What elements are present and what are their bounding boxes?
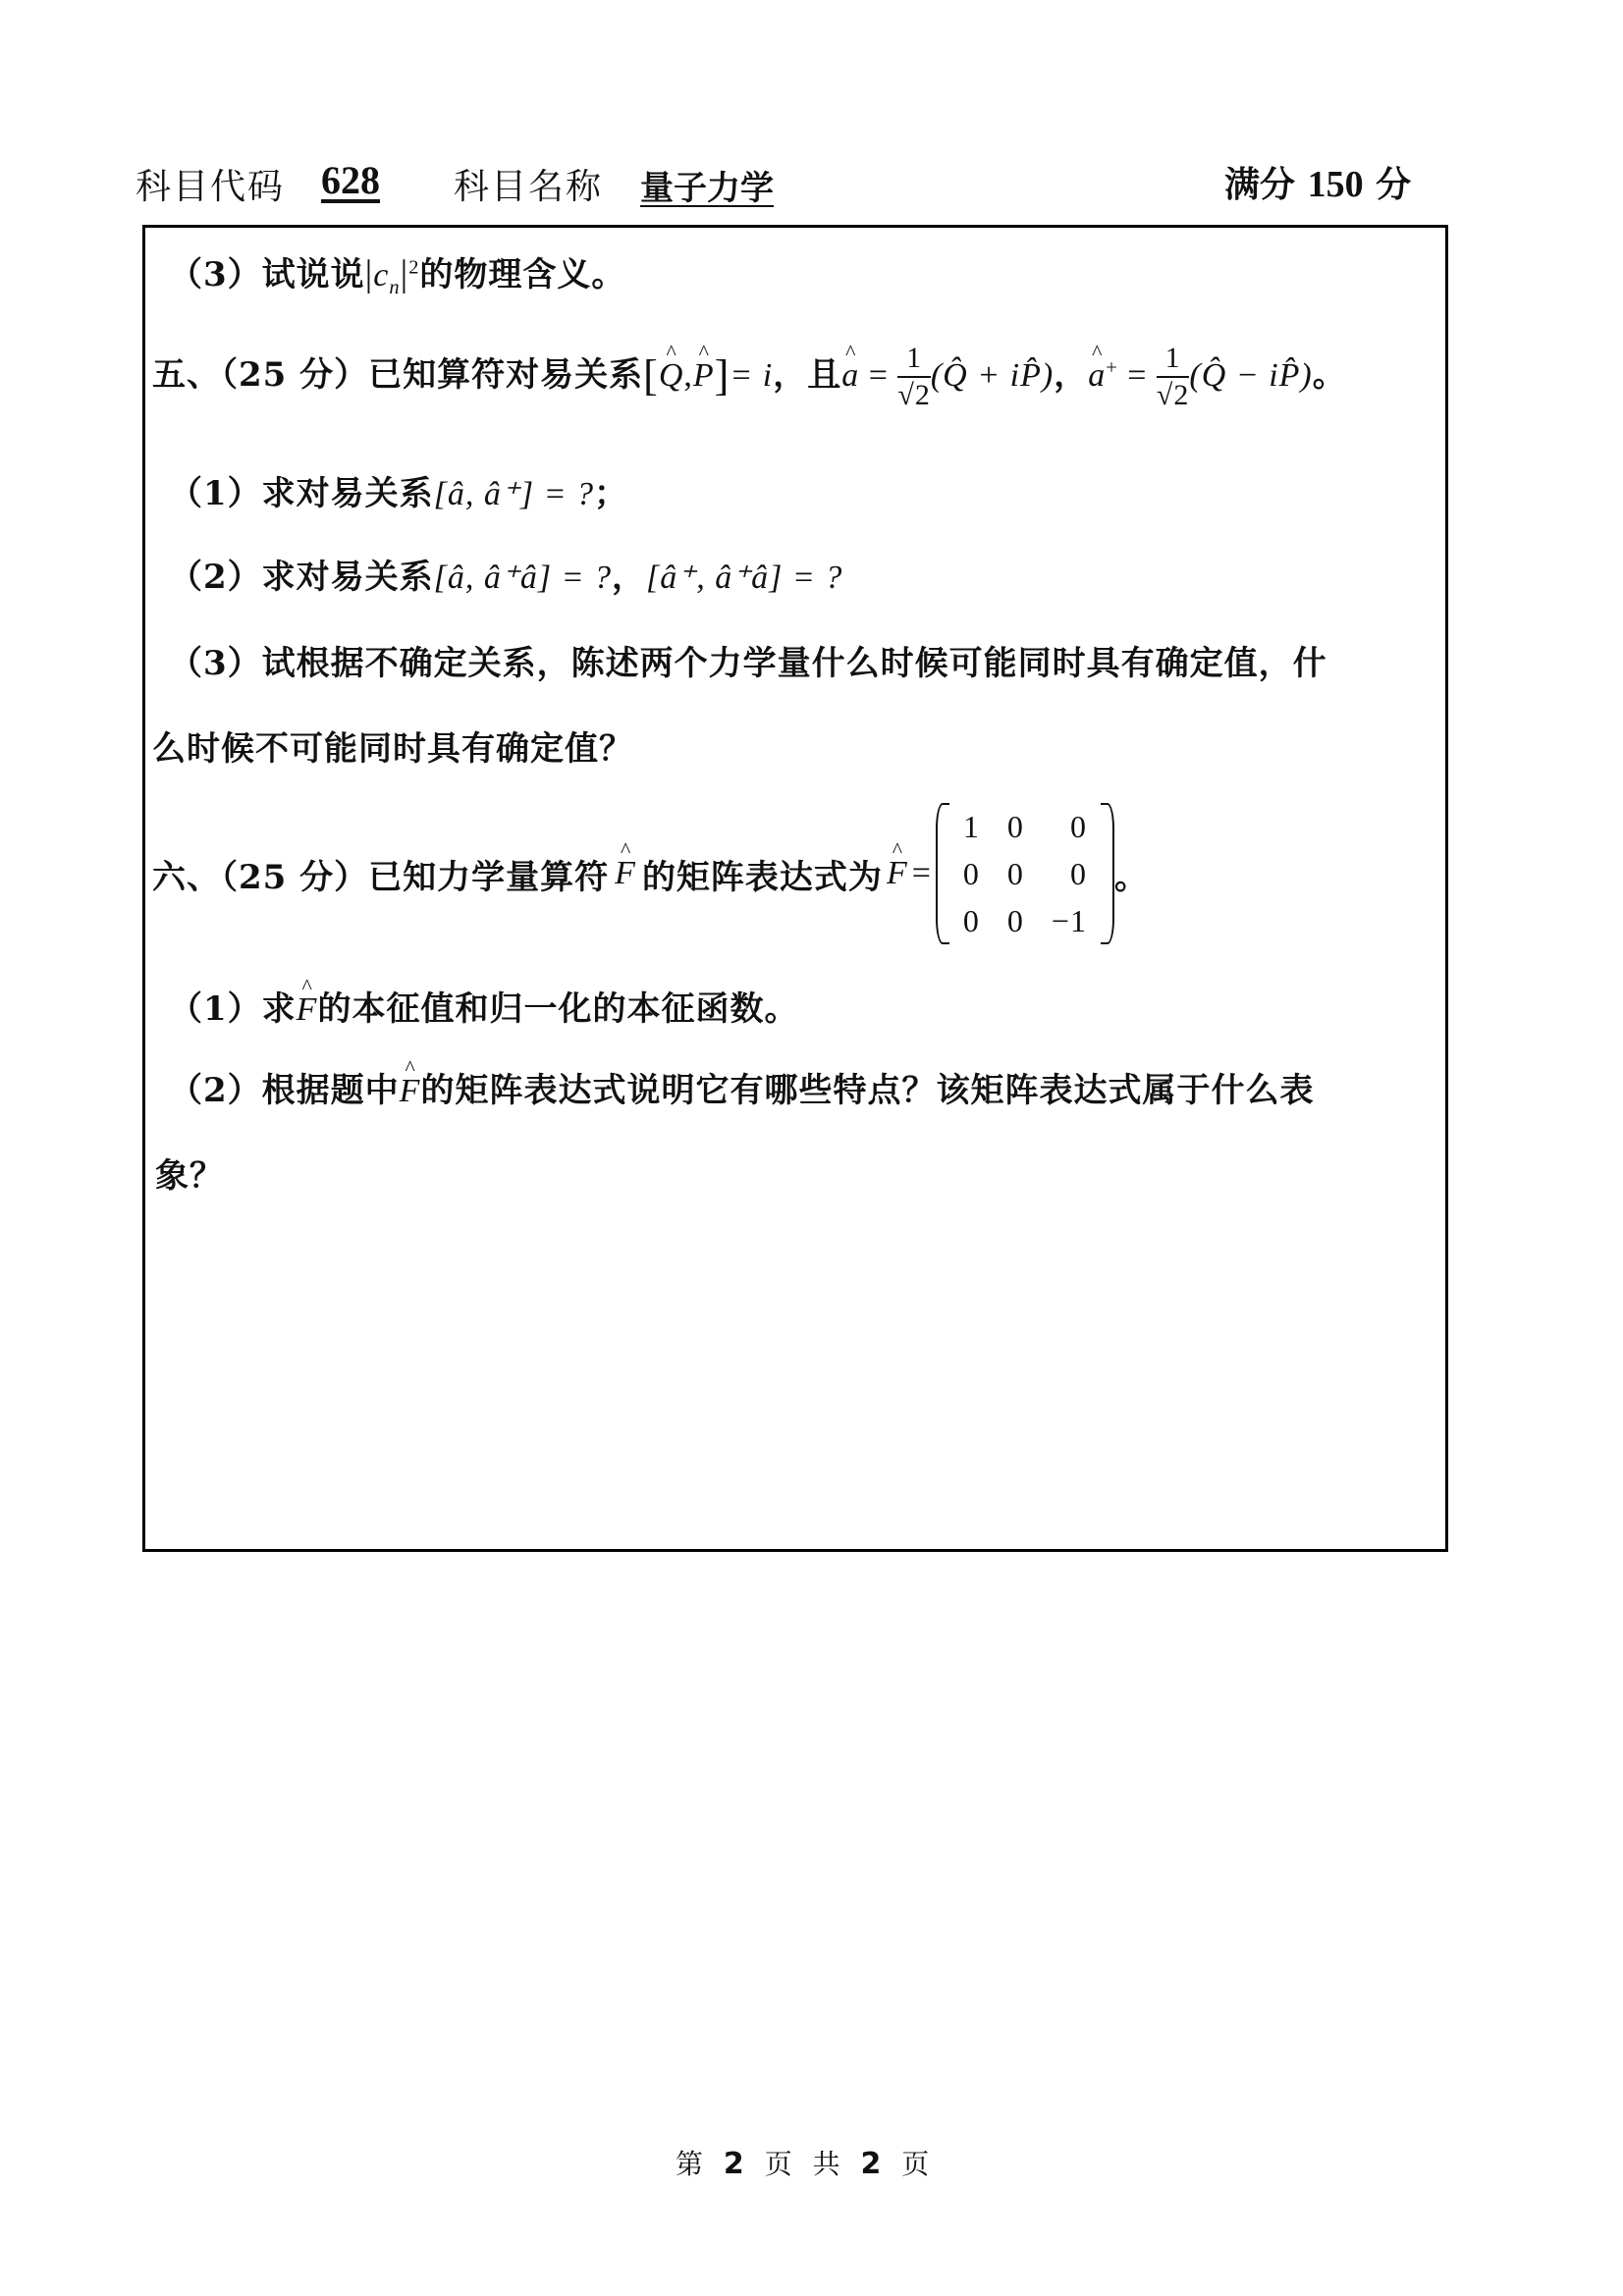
subject-code-label: 科目代码 (135, 167, 286, 207)
page-current: 2 (723, 2147, 750, 2181)
subject-name: 量子力学 (640, 169, 774, 208)
fraction-1-sqrt2: $\frac{1}{√2}$ (897, 342, 931, 411)
page-number: 第 2 页 共 2 页 (676, 2147, 936, 2181)
q6-part2: （2）根据题中^ F的矩阵表达式说明它有哪些特点？该矩阵表达式属于什么表 (169, 1063, 1314, 1111)
comm-result: = i (730, 357, 774, 394)
q5-part2-expr2: [â⁺, â⁺â] = ? (646, 560, 843, 596)
q5-title: 五、（25 分）已知算符对易关系 (152, 355, 644, 395)
op-a-dagger: ^ a (1088, 357, 1106, 395)
q4-part3: （3）试说说$|c_n|^2$的物理含义。 (169, 253, 626, 298)
q5-part2-expr1: [â, â⁺â] = ? (433, 560, 613, 596)
math-sup-2: 2 (408, 256, 420, 279)
q4-part3-prefix: （3）试说说 (169, 255, 365, 294)
math-sub-n: n (389, 276, 401, 298)
q5-part2: （2）求对易关系[â, â⁺â] = ?，[â⁺, â⁺â] = ? (169, 558, 843, 597)
q5-part3: （3）试根据不确定关系，陈述两个力学量什么时候可能同时具有确定值，什 (169, 644, 1327, 683)
full-score-value: 150 (1307, 164, 1364, 205)
math-cn: c (373, 257, 390, 294)
q4-part3-suffix: 的物理含义。 (419, 255, 626, 294)
q5-part1: （1）求对易关系[â, â⁺] = ?； (169, 474, 629, 513)
q5-title-line: 五、（25 分）已知算符对易关系[^ Q,^ P]= i，且^ a = $\frac{1}{√2}$ (Q̂ + iP̂)，^ a+ = $\frac{1}{√2}$ (Q̂ − iP̂)。 (152, 344, 1347, 410)
op-Q: ^ Q (659, 357, 684, 395)
op-P: ^ P (693, 357, 715, 395)
q6-part1: （1）求^ F的本征值和归一化的本征函数。 (169, 982, 798, 1030)
op-F-3: ^ F (297, 991, 318, 1029)
op-F: ^ F (615, 855, 636, 892)
q5-part3-cont: 么时候不可能同时具有确定值？ (152, 729, 633, 769)
a-expression: (Q̂ + iP̂) (930, 357, 1055, 394)
subject-code: 628 (321, 158, 380, 202)
q6-part2-cont: 象？ (155, 1156, 224, 1196)
op-F-4: ^ F (400, 1073, 421, 1110)
fraction-1-sqrt2-b: $\frac{1}{√2}$ (1156, 342, 1190, 411)
adag-expression: (Q̂ − iP̂) (1189, 357, 1313, 394)
page-total: 2 (860, 2147, 888, 2181)
subject-name-label: 科目名称 (454, 167, 604, 207)
full-score (1224, 157, 1411, 207)
op-F-2: ^ F (887, 855, 908, 892)
full-score-unit: 分 (1376, 164, 1412, 205)
op-a: ^ a (841, 357, 859, 395)
q6-title-line: 六、（25 分）已知力学量算符 ^ F 的矩阵表达式为 ^ F = 1 0 0 0 0 0 0 0 −1 。 (152, 803, 1149, 944)
matrix-F: 1 0 0 0 0 0 0 0 −1 (936, 803, 1114, 944)
and-text: ，且 (773, 355, 842, 395)
q5-part1-expr: [â, â⁺] = ? (433, 476, 595, 512)
q6-title: 六、（25 分）已知力学量算符 (152, 857, 610, 897)
full-score-label: 满分 (1224, 164, 1296, 205)
